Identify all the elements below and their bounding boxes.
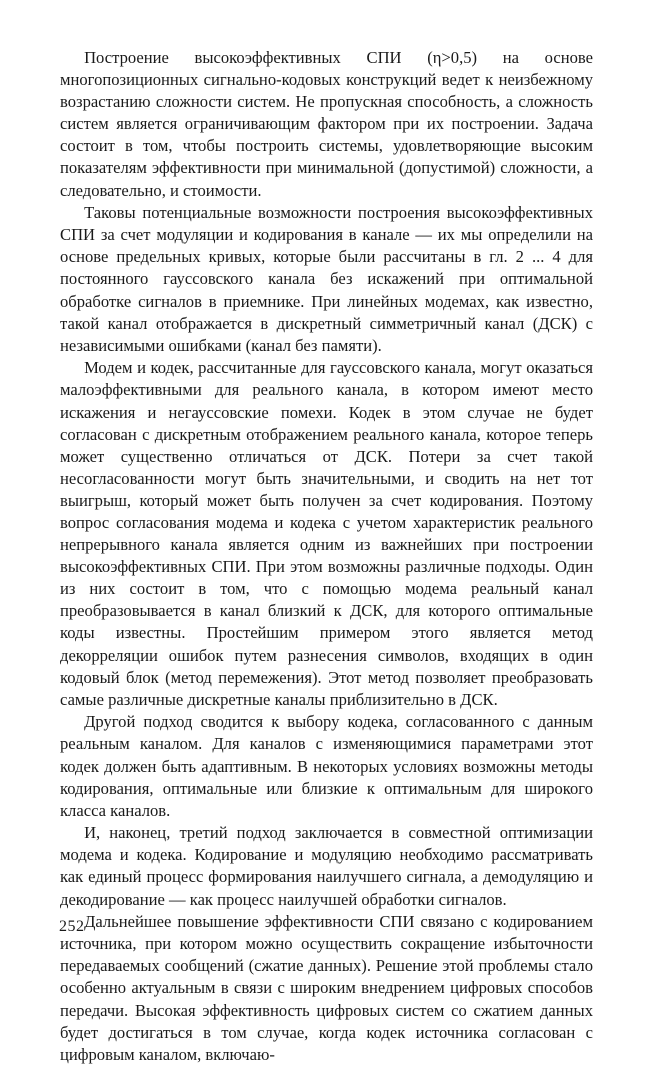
paragraph: Другой подход сводится к выбору кодека, согласованного с данным реальным каналом. Для каналов с изменяющимися параметрами этот кодек должен быть адаптивным. В некоторых условиях возможны методы кодирования, оптимальные или близкие к оптимальным для широкого класса каналов. [60,712,593,820]
paragraph: Дальнейшее повышение эффективности СПИ связано с кодированием источника, при котором можно осуществить сокращение избыточности передаваемых сообщений (сжатие данных). Решение этой проблемы стало особенно актуальным в связи с широким внедрением цифровых способов передачи. Высокая эффективность цифровых систем со сжатием данных будет достигаться в том случае, когда кодек источника согласован с цифровым каналом, включаю- [60,912,593,1064]
paragraph: Таковы потенциальные возможности построения высокоэффективных СПИ за счет модуляции и кодирования в канале — их мы определили на основе предельных кривых, которые были рассчитаны в гл. 2 ... 4 для постоянного гауссовского канала без искажений при оптимальной обработке сигналов в приемнике. При линейных модемах, как известно, такой канал отображается в дискретный симметричный канал (ДСК) с независимыми ошибками (канал без памяти). [60,203,593,355]
page-number: 252 [59,918,85,935]
paragraph: Построение высокоэффективных СПИ (η>0,5) на основе многопозиционных сигнально-кодовых конструкций ведет к неизбежному возрастанию сложности систем. Не пропускная способность, а сложность систем является ограничивающим фактором при их построении. Задача состоит в том, чтобы построить системы, удовлетворяющие высоким показателям эффективности при минимальной (допустимой) сложности, а следовательно, и стоимости. [60,48,593,200]
paragraph: И, наконец, третий подход заключается в совместной оптимизации модема и кодека. Кодирование и модуляцию необходимо рассматривать как единый процесс формирования наилучшего сигнала, а демодуляцию и декодирование — как процесс наилучшей обработки сигналов. [60,823,593,909]
paragraph: Модем и кодек, рассчитанные для гауссовского канала, могут оказаться малоэффективными для реального канала, в котором имеют место искажения и негауссовские помехи. Кодек в этом случае не будет согласован с дискретным отображением реального канала, которое теперь может существенно отличаться от ДСК. Потери за счет такой несогласованности могут быть значительными, и сводить на нет тот выигрыш, который может быть получен за счет кодирования. Поэтому вопрос согласования модема и кодека с учетом характеристик реального непрерывного канала является одним из важнейших при построении высокоэффективных СПИ. При этом возможны различные подходы. Один из них состоит в том, что с помощью модема реальный канал преобразовывается в канал близкий к ДСК, для которого оптимальные коды известны. Простейшим примером этого является метод декорреляции ошибок путем разнесения символов, входящих в один кодовый блок (метод перемежения). Этот метод позволяет преобразовать самые различные дискретные каналы приблизительно в ДСК. [60,358,593,709]
